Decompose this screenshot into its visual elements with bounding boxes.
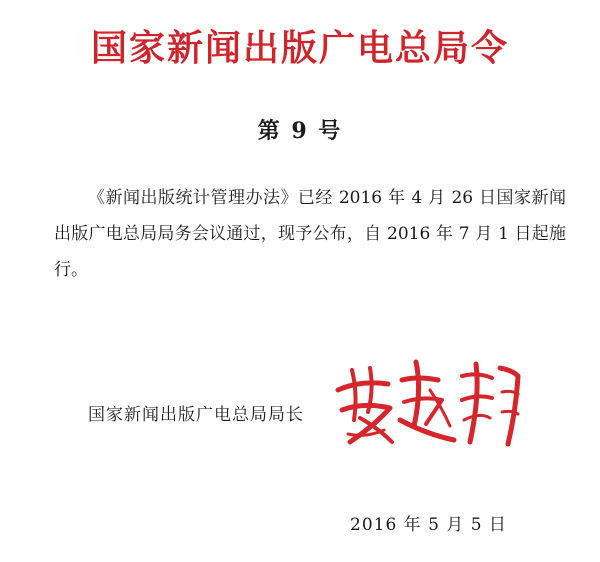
order-number: 第 9 号 [257,118,343,144]
signer-title: 国家新闻出版广电总局局长 [88,405,304,425]
handwritten-signature [330,350,530,450]
document-title: 国家新闻出版广电总局令 [90,27,509,69]
body-paragraph: 《新闻出版统计管理办法》已经 2016 年 4 月 26 日国家新闻出版广电总局局务会议通过，现予公布，自 2016 年 7 月 1 日起施行。 [54,188,566,280]
document-date: 2016 年 5 月 5 日 [350,515,507,535]
